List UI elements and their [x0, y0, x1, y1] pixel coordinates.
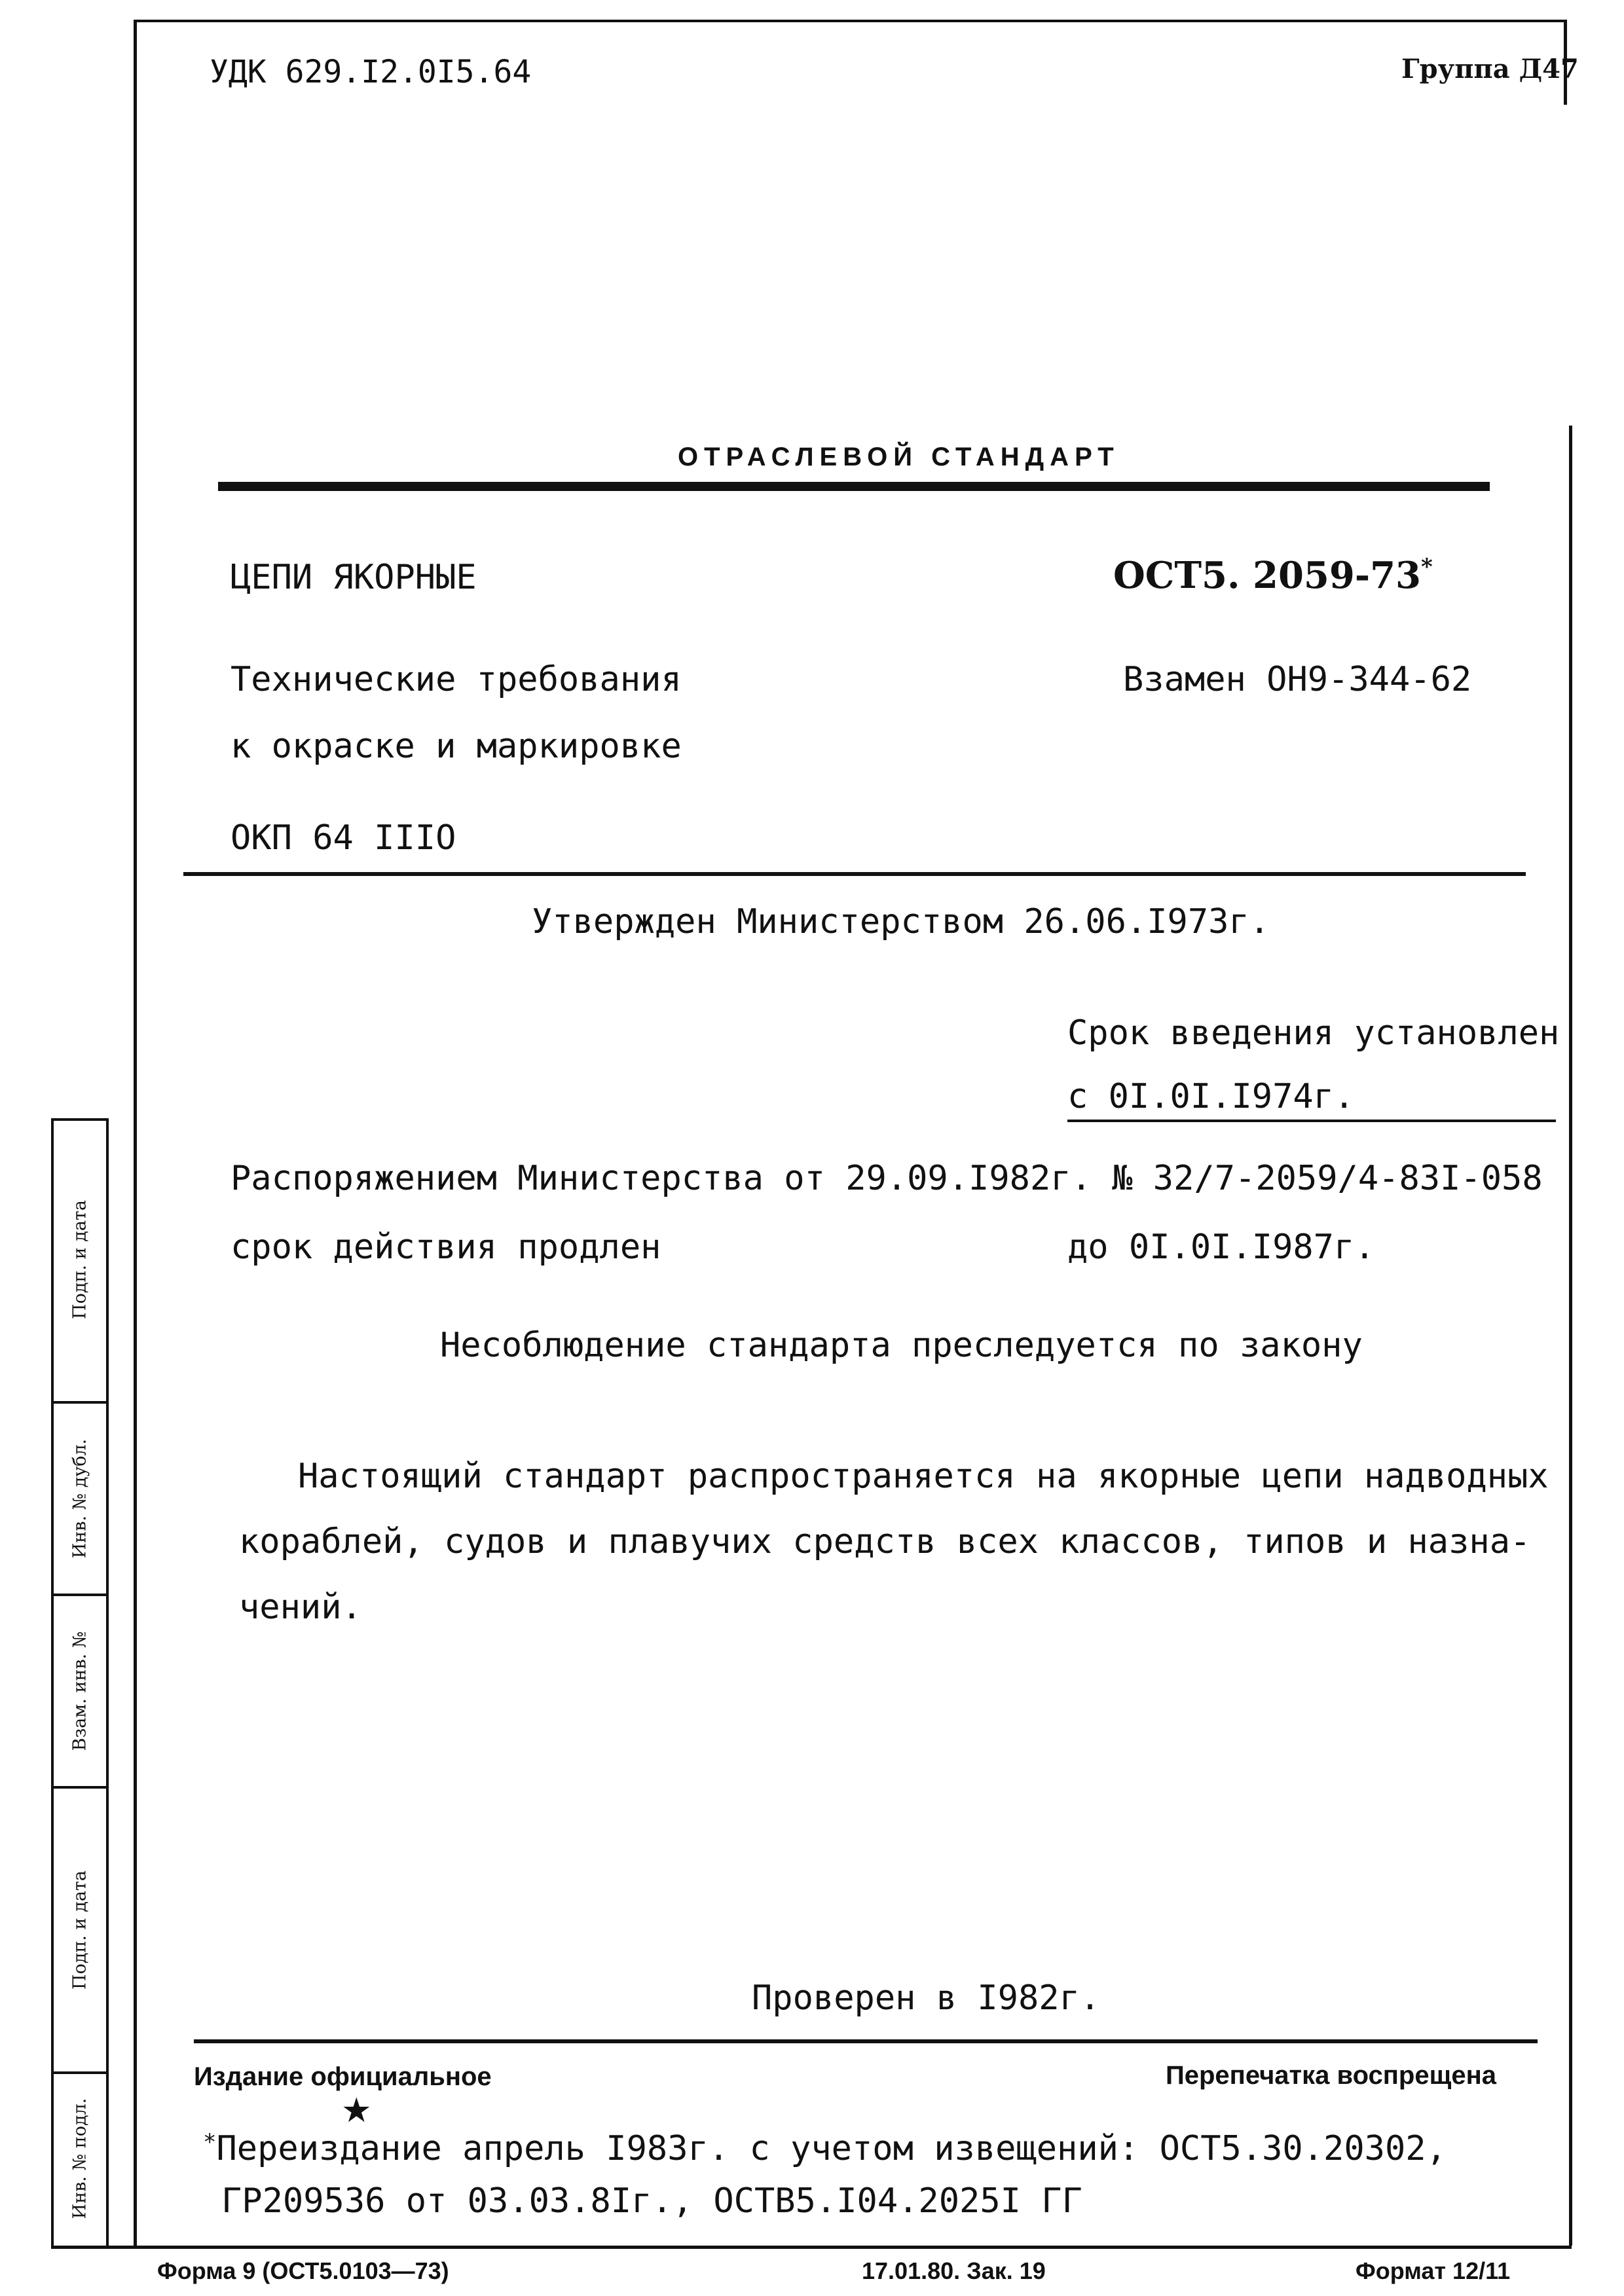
- footer-order: 17.01.80. Зак. 19: [862, 2257, 1046, 2284]
- frame-top-line: [134, 20, 1566, 22]
- subtitle-line-2: к окраске и маркировке: [231, 727, 682, 766]
- standard-name: ЦЕПИ ЯКОРНЫЕ: [231, 558, 477, 597]
- margin-stamp-label-5: Инв. № подл.: [69, 2098, 90, 2219]
- frame-bottom-line: [51, 2246, 1572, 2249]
- effective-line-2: с 0I.0I.I974г.: [1067, 1077, 1355, 1116]
- reissue-line-1: [203, 2129, 1447, 2168]
- margin-stamp-label-3: Взам. инв. №: [69, 1631, 90, 1751]
- banner-title: ОТРАСЛЕВОЙ СТАНДАРТ: [678, 443, 1120, 471]
- footer-format: Формат 12/11: [1356, 2257, 1511, 2284]
- margin-stamp-cell-2: [54, 1404, 106, 1596]
- margin-stamp-cell-5: [54, 2074, 106, 2243]
- title-block-rule: [183, 872, 1526, 876]
- banner-rule: [218, 482, 1490, 491]
- margin-stamp-column: [51, 1118, 109, 2246]
- standard-code: [1113, 554, 1433, 597]
- margin-stamp-cell-1: [54, 1118, 106, 1404]
- reissue-line-1-text: Переиздание апрель I983г. с учетом извещений: ОСТ5.30.20302,: [216, 2129, 1447, 2168]
- margin-stamp-label-1: Подп. и дата: [69, 1200, 90, 1319]
- legal-notice: Несоблюдение стандарта преследуется по закону: [440, 1326, 1363, 1365]
- reissue-line-2: ГР209536 от 03.03.8Iг., ОСТВ5.I04.2025I ГГ: [221, 2181, 1082, 2221]
- subtitle-line-1: Технические требования: [231, 660, 682, 699]
- standard-code-text: ОСТ5. 2059-73: [1113, 554, 1422, 597]
- scope-line-1: Настоящий стандарт распространяется на якорные цепи надводных: [298, 1457, 1549, 1496]
- scope-line-2: кораблей, судов и плавучих средств всех классов, типов и назна-: [239, 1522, 1531, 1561]
- extension-line-2-left: срок действия продлен: [231, 1228, 661, 1267]
- standard-code-mark: *: [1421, 554, 1433, 580]
- extension-line-1: Распоряжением Министерства от 29.09.I982г. № 32/7-2059/4-83I-058: [231, 1159, 1543, 1198]
- approval-line: Утвержден Министерством 26.06.I973г.: [532, 902, 1270, 941]
- frame-left-line: [134, 20, 137, 2249]
- margin-stamp-cell-3: [54, 1596, 106, 1789]
- effective-line-1: Срок введения установлен: [1067, 1013, 1560, 1053]
- effective-underline: [1067, 1120, 1556, 1122]
- udk-code: УДК 629.I2.0I5.64: [210, 54, 532, 90]
- margin-stamp-label-4: Подп. и дата: [69, 1870, 90, 1990]
- bottom-block-rule: [194, 2039, 1538, 2043]
- group-code: Группа Д47: [1401, 54, 1579, 84]
- reissue-mark: *: [203, 2129, 217, 2155]
- checked-note: Проверен в I982г.: [752, 1978, 1101, 2018]
- footer-form: Форма 9 (ОСТ5.0103—73): [157, 2257, 449, 2284]
- extension-line-2-right: до 0I.0I.I987г.: [1067, 1228, 1375, 1267]
- reprint-note: Перепечатка воспрещена: [1166, 2061, 1496, 2090]
- star-icon: ★: [341, 2091, 372, 2130]
- scope-line-3: чений.: [239, 1588, 362, 1627]
- okp-code: ОКП 64 IIIО: [231, 818, 456, 858]
- margin-stamp-cell-4: [54, 1789, 106, 2074]
- frame-right-line-main: [1569, 426, 1572, 2246]
- margin-stamp-label-2: Инв. № дубл.: [69, 1438, 90, 1559]
- edition-label: Издание официальное: [194, 2062, 492, 2091]
- replaces-standard: Взамен ОН9-344-62: [1123, 660, 1472, 699]
